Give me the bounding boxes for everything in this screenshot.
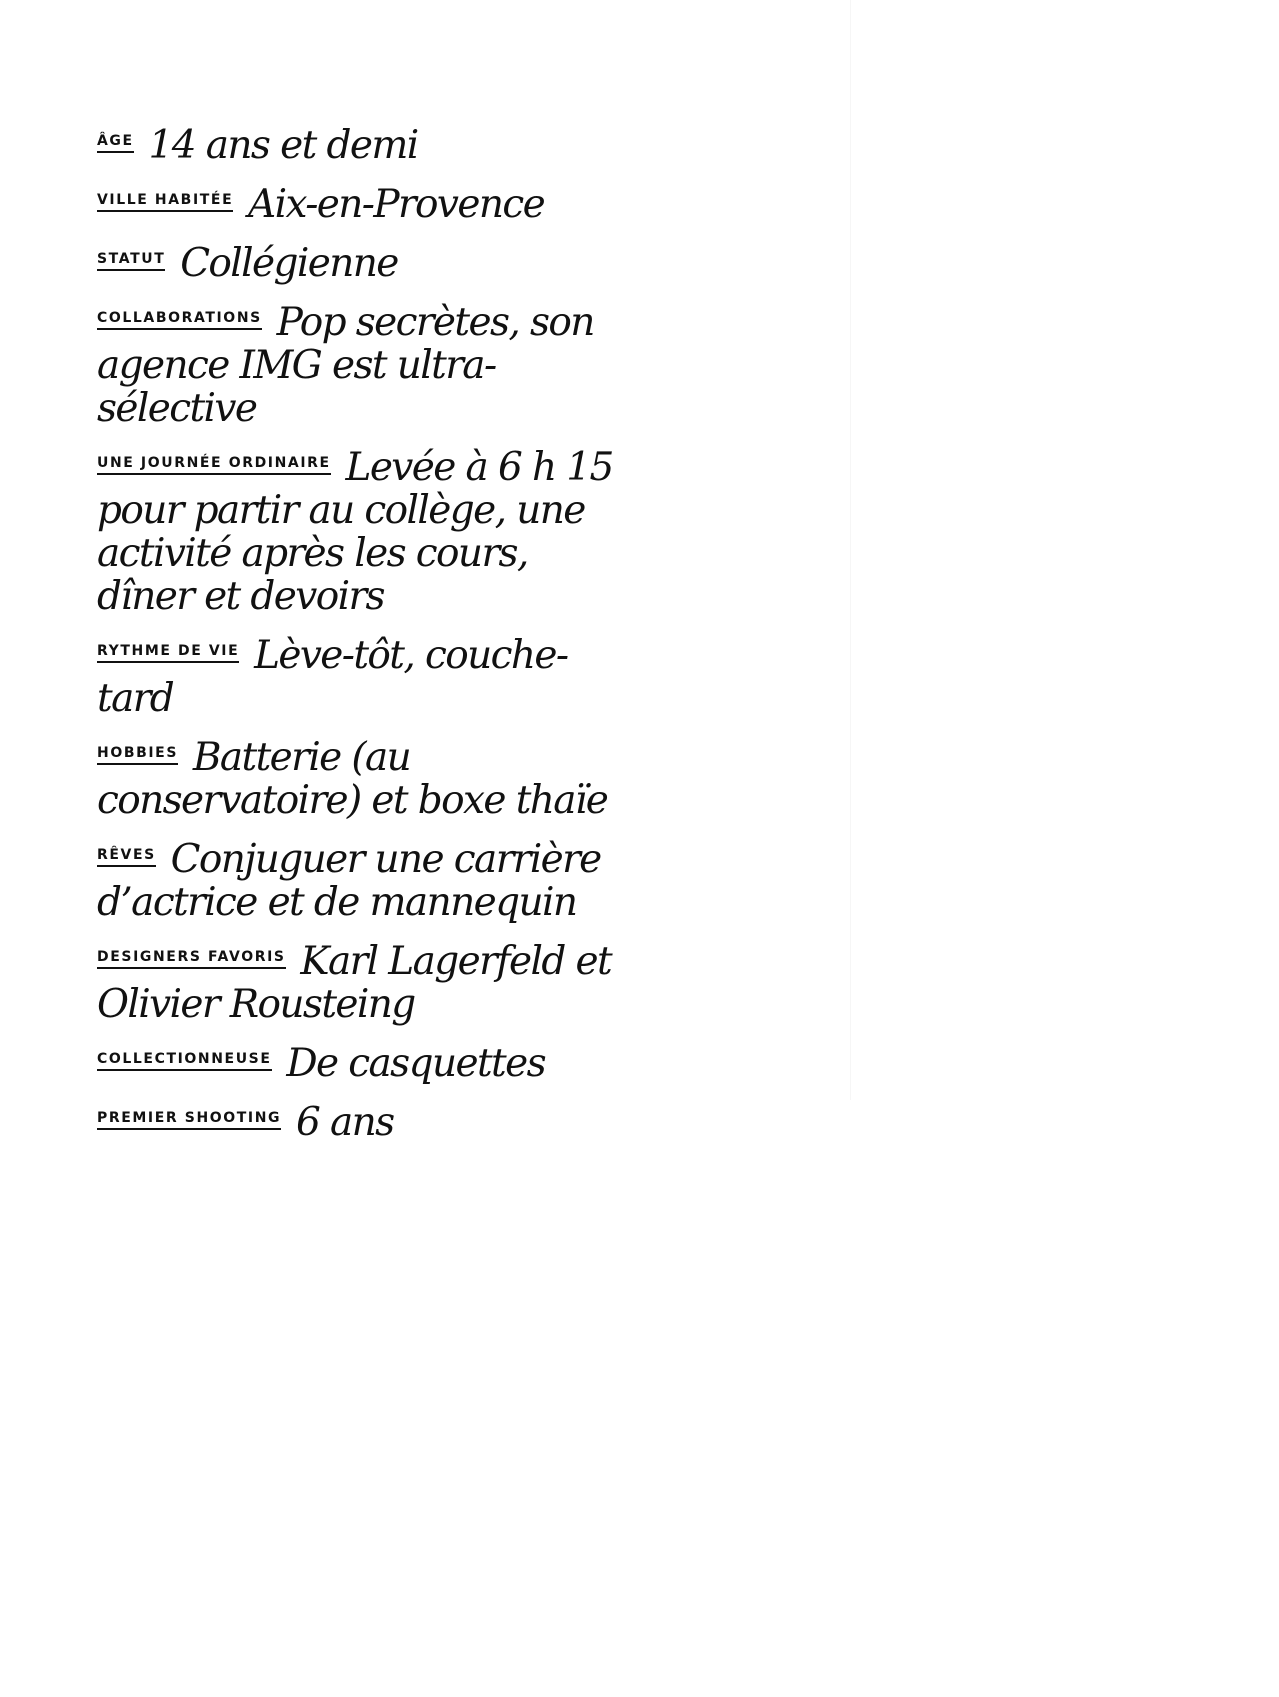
fact-value: Karl Lagerfeld et Olivier Rousteing [97,939,612,1027]
fact-collector [97,1042,617,1085]
fact-collaborations [97,301,617,430]
fact-label: STATUT [97,251,165,271]
fact-value: Collégienne [180,241,398,286]
fact-value: 14 ans et demi [148,123,418,168]
fact-label: COLLECTIONNEUSE [97,1051,272,1071]
profile-facts-list [97,124,617,1160]
fact-label: RÊVES [97,847,156,867]
fact-first-shoot [97,1101,617,1144]
fact-label: ÂGE [97,133,134,153]
fact-status [97,242,617,285]
fact-hobbies [97,736,617,822]
fact-dreams [97,838,617,924]
fact-label: DESIGNERS FAVORIS [97,949,286,969]
fact-value: De casquettes [286,1041,545,1086]
fact-value: Lève-tôt, couche-tard [97,633,568,721]
page-edge-divider [850,0,851,1100]
fact-label: PREMIER SHOOTING [97,1110,281,1130]
fact-age [97,124,617,167]
fact-value: Aix-en-Provence [248,182,545,227]
fact-label: VILLE HABITÉE [97,192,233,212]
fact-label: UNE JOURNÉE ORDINAIRE [97,455,331,475]
fact-typical-day [97,446,617,618]
fact-value: Conjuguer une carrière d’actrice et de mannequin [97,837,601,925]
fact-label: COLLABORATIONS [97,310,262,330]
fact-rhythm [97,634,617,720]
fact-city [97,183,617,226]
fact-value: 6 ans [295,1100,394,1145]
fact-label: HOBBIES [97,745,178,765]
fact-value: Pop secrètes, son agence IMG est ultra-sélective [97,300,594,431]
fact-value: Levée à 6 h 15 pour partir au collège, une activité après les cours, dîner et devoirs [97,445,613,619]
fact-value: Batterie (au conservatoire) et boxe thaïe [97,735,608,823]
fact-label: RYTHME DE VIE [97,643,239,663]
fact-designers [97,940,617,1026]
